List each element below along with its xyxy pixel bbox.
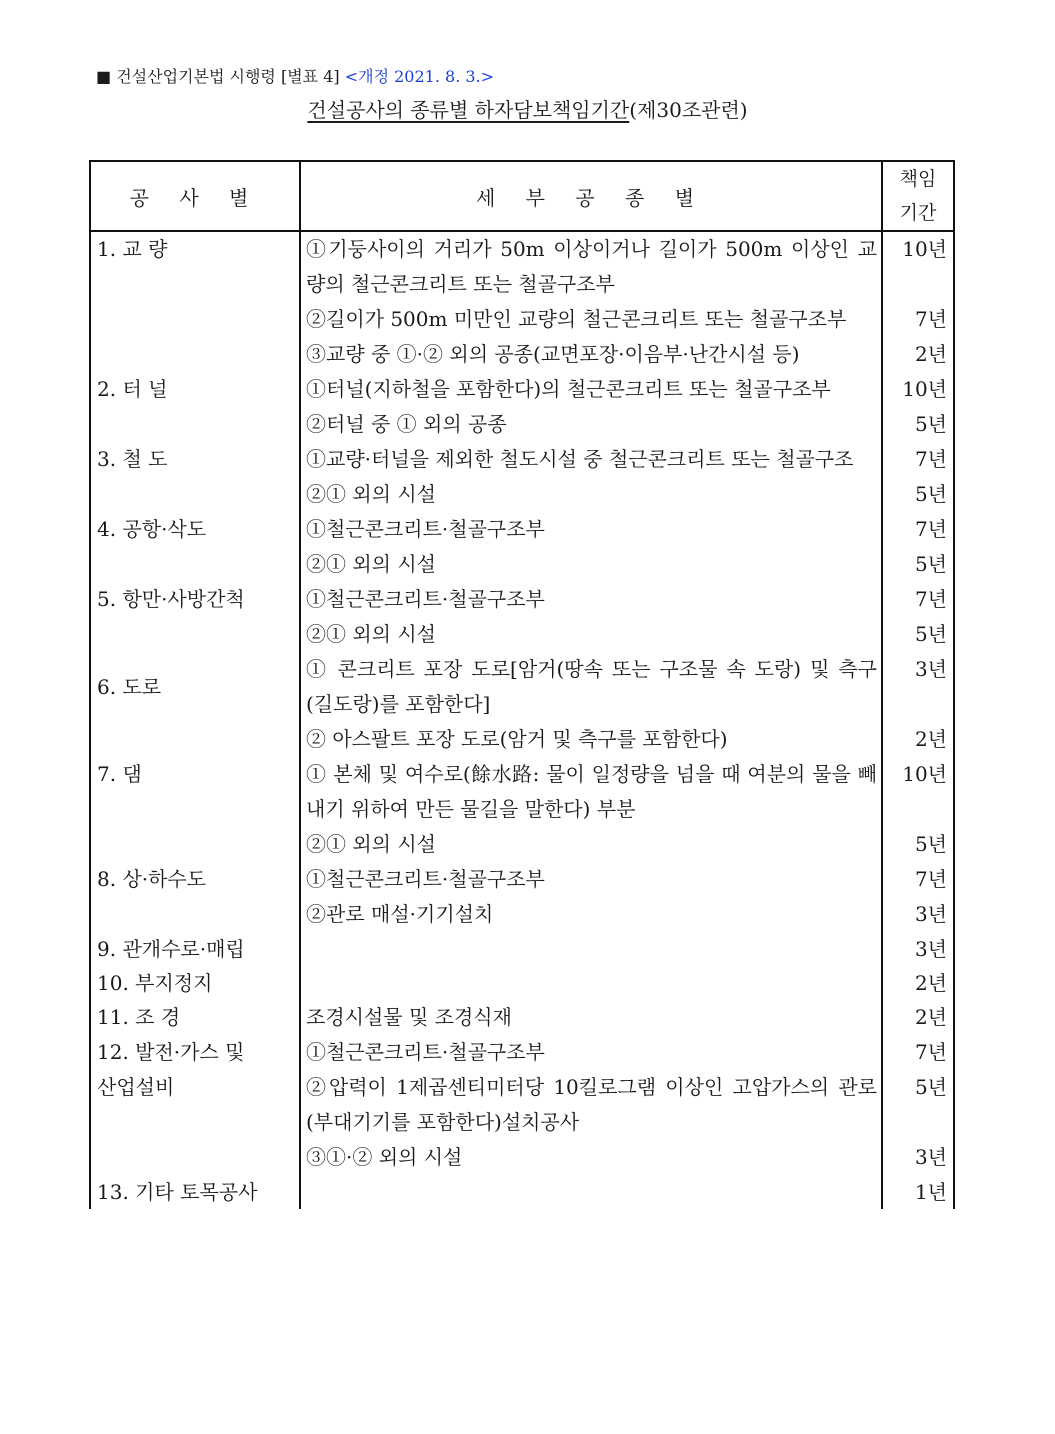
category-cell: 10. 부지정지 — [90, 966, 300, 1000]
detail-cell: ①교량·터널을 제외한 철도시설 중 철근콘크리트 또는 철골구조 — [300, 442, 882, 477]
table-row — [90, 407, 954, 442]
detail-cell: ①터널(지하철을 포함한다)의 철근콘크리트 또는 철골구조부 — [300, 372, 882, 407]
period-cell: 1년 — [882, 1175, 954, 1209]
period-cell: 5년 — [882, 477, 954, 512]
warranty-table-container — [89, 160, 953, 1209]
detail-cell: ②① 외의 시설 — [300, 617, 882, 652]
table-row — [90, 1070, 954, 1140]
table-row — [90, 442, 954, 477]
detail-cell — [300, 966, 882, 1000]
period-cell: 7년 — [882, 442, 954, 477]
table-row — [90, 862, 954, 897]
period-cell: 7년 — [882, 862, 954, 897]
category-cell: 8. 상·하수도 — [90, 862, 300, 897]
category-cell: 2. 터 널 — [90, 372, 300, 407]
table-row — [90, 1140, 954, 1175]
table-row — [90, 757, 954, 827]
category-cell: 7. 댐 — [90, 757, 300, 827]
period-cell: 10년 — [882, 757, 954, 827]
table-row — [90, 932, 954, 966]
category-cell — [90, 722, 300, 757]
header-construction-type: 공 사 별 — [90, 161, 300, 231]
table-row — [90, 966, 954, 1000]
detail-cell: ①철근콘크리트·철골구조부 — [300, 582, 882, 617]
category-cell — [90, 897, 300, 932]
category-cell: 12. 발전·가스 및 — [90, 1035, 300, 1070]
category-cell: 11. 조 경 — [90, 1000, 300, 1035]
period-cell: 7년 — [882, 582, 954, 617]
header-period-text: 책임 기간 — [899, 168, 937, 224]
period-cell: 2년 — [882, 337, 954, 372]
category-cell — [90, 477, 300, 512]
table-row — [90, 372, 954, 407]
period-cell: 5년 — [882, 827, 954, 862]
detail-cell: ①철근콘크리트·철골구조부 — [300, 1035, 882, 1070]
table-row — [90, 827, 954, 862]
period-cell: 7년 — [882, 512, 954, 547]
law-reference — [96, 64, 494, 87]
detail-cell: ①철근콘크리트·철골구조부 — [300, 512, 882, 547]
detail-cell: ②① 외의 시설 — [300, 547, 882, 582]
table-row — [90, 302, 954, 337]
period-cell: 5년 — [882, 407, 954, 442]
header-detail-type: 세 부 공 종 별 — [300, 161, 882, 231]
table-row — [90, 547, 954, 582]
category-cell: 3. 철 도 — [90, 442, 300, 477]
table-header-row — [90, 161, 954, 231]
detail-cell: 조경시설물 및 조경식재 — [300, 1000, 882, 1035]
category-cell: 1. 교 량 — [90, 231, 300, 302]
detail-cell: ③교량 중 ①·② 외의 공종(교면포장·이음부·난간시설 등) — [300, 337, 882, 372]
amendment-date: <개정 2021. 8. 3.> — [344, 67, 495, 86]
category-cell: 9. 관개수로·매립 — [90, 932, 300, 966]
detail-cell: ②압력이 1제곱센티미터당 10킬로그램 이상인 고압가스의 관로(부대기기를 포함한다)설치공사 — [300, 1070, 882, 1140]
category-cell: 4. 공항·삭도 — [90, 512, 300, 547]
category-cell — [90, 407, 300, 442]
period-cell: 5년 — [882, 547, 954, 582]
detail-cell: ③①·② 외의 시설 — [300, 1140, 882, 1175]
category-cell — [90, 617, 300, 652]
period-cell: 2년 — [882, 966, 954, 1000]
table-row — [90, 1000, 954, 1035]
period-cell: 3년 — [882, 932, 954, 966]
square-bullet-icon: ■ — [96, 67, 112, 86]
period-cell: 5년 — [882, 1070, 954, 1140]
detail-cell — [300, 1175, 882, 1209]
detail-cell: ② 아스팔트 포장 도로(암거 및 측구를 포함한다) — [300, 722, 882, 757]
category-cell — [90, 1140, 300, 1175]
detail-cell — [300, 932, 882, 966]
category-cell: 5. 항만·사방간척 — [90, 582, 300, 617]
table-row — [90, 1035, 954, 1070]
category-cell — [90, 827, 300, 862]
period-cell: 10년 — [882, 231, 954, 302]
table-row — [90, 337, 954, 372]
table-row — [90, 652, 954, 722]
detail-cell: ① 콘크리트 포장 도로[암거(땅속 또는 구조물 속 도랑) 및 측구(길도랑)를 포함한다] — [300, 652, 882, 722]
period-cell: 2년 — [882, 1000, 954, 1035]
detail-cell: ②관로 매설·기기설치 — [300, 897, 882, 932]
header-period — [882, 161, 954, 231]
title-article: (제30조관련) — [629, 98, 748, 122]
detail-cell: ①기둥사이의 거리가 50m 이상이거나 길이가 500m 이상인 교량의 철근콘크리트 또는 철골구조부 — [300, 231, 882, 302]
table-body — [90, 231, 954, 1209]
detail-cell: ①철근콘크리트·철골구조부 — [300, 862, 882, 897]
detail-cell: ① 본체 및 여수로(餘水路: 물이 일정량을 넘을 때 여분의 물을 빼내기 위하여 만든 물길을 말한다) 부분 — [300, 757, 882, 827]
detail-cell: ②① 외의 시설 — [300, 477, 882, 512]
category-cell: 산업설비 — [90, 1070, 300, 1140]
category-cell — [90, 302, 300, 337]
period-cell: 3년 — [882, 652, 954, 722]
period-cell: 5년 — [882, 617, 954, 652]
title-main: 건설공사의 종류별 하자담보책임기간 — [307, 98, 630, 122]
period-cell: 7년 — [882, 302, 954, 337]
table-row — [90, 617, 954, 652]
table-row — [90, 477, 954, 512]
table-row — [90, 1175, 954, 1209]
category-cell: 13. 기타 토목공사 — [90, 1175, 300, 1209]
category-cell — [90, 547, 300, 582]
table-row — [90, 582, 954, 617]
category-cell — [90, 337, 300, 372]
detail-cell: ②① 외의 시설 — [300, 827, 882, 862]
table-row — [90, 722, 954, 757]
law-name: 건설산업기본법 시행령 [별표 4] — [116, 67, 340, 86]
period-cell: 10년 — [882, 372, 954, 407]
detail-cell: ②길이가 500m 미만인 교량의 철근콘크리트 또는 철골구조부 — [300, 302, 882, 337]
period-cell: 2년 — [882, 722, 954, 757]
warranty-period-table — [89, 160, 955, 1209]
period-cell: 3년 — [882, 897, 954, 932]
period-cell: 3년 — [882, 1140, 954, 1175]
document-title — [0, 94, 1055, 123]
period-cell: 7년 — [882, 1035, 954, 1070]
table-row — [90, 897, 954, 932]
category-cell: 6. 도로 — [90, 652, 300, 722]
detail-cell: ②터널 중 ① 외의 공종 — [300, 407, 882, 442]
table-row — [90, 512, 954, 547]
table-row — [90, 231, 954, 302]
